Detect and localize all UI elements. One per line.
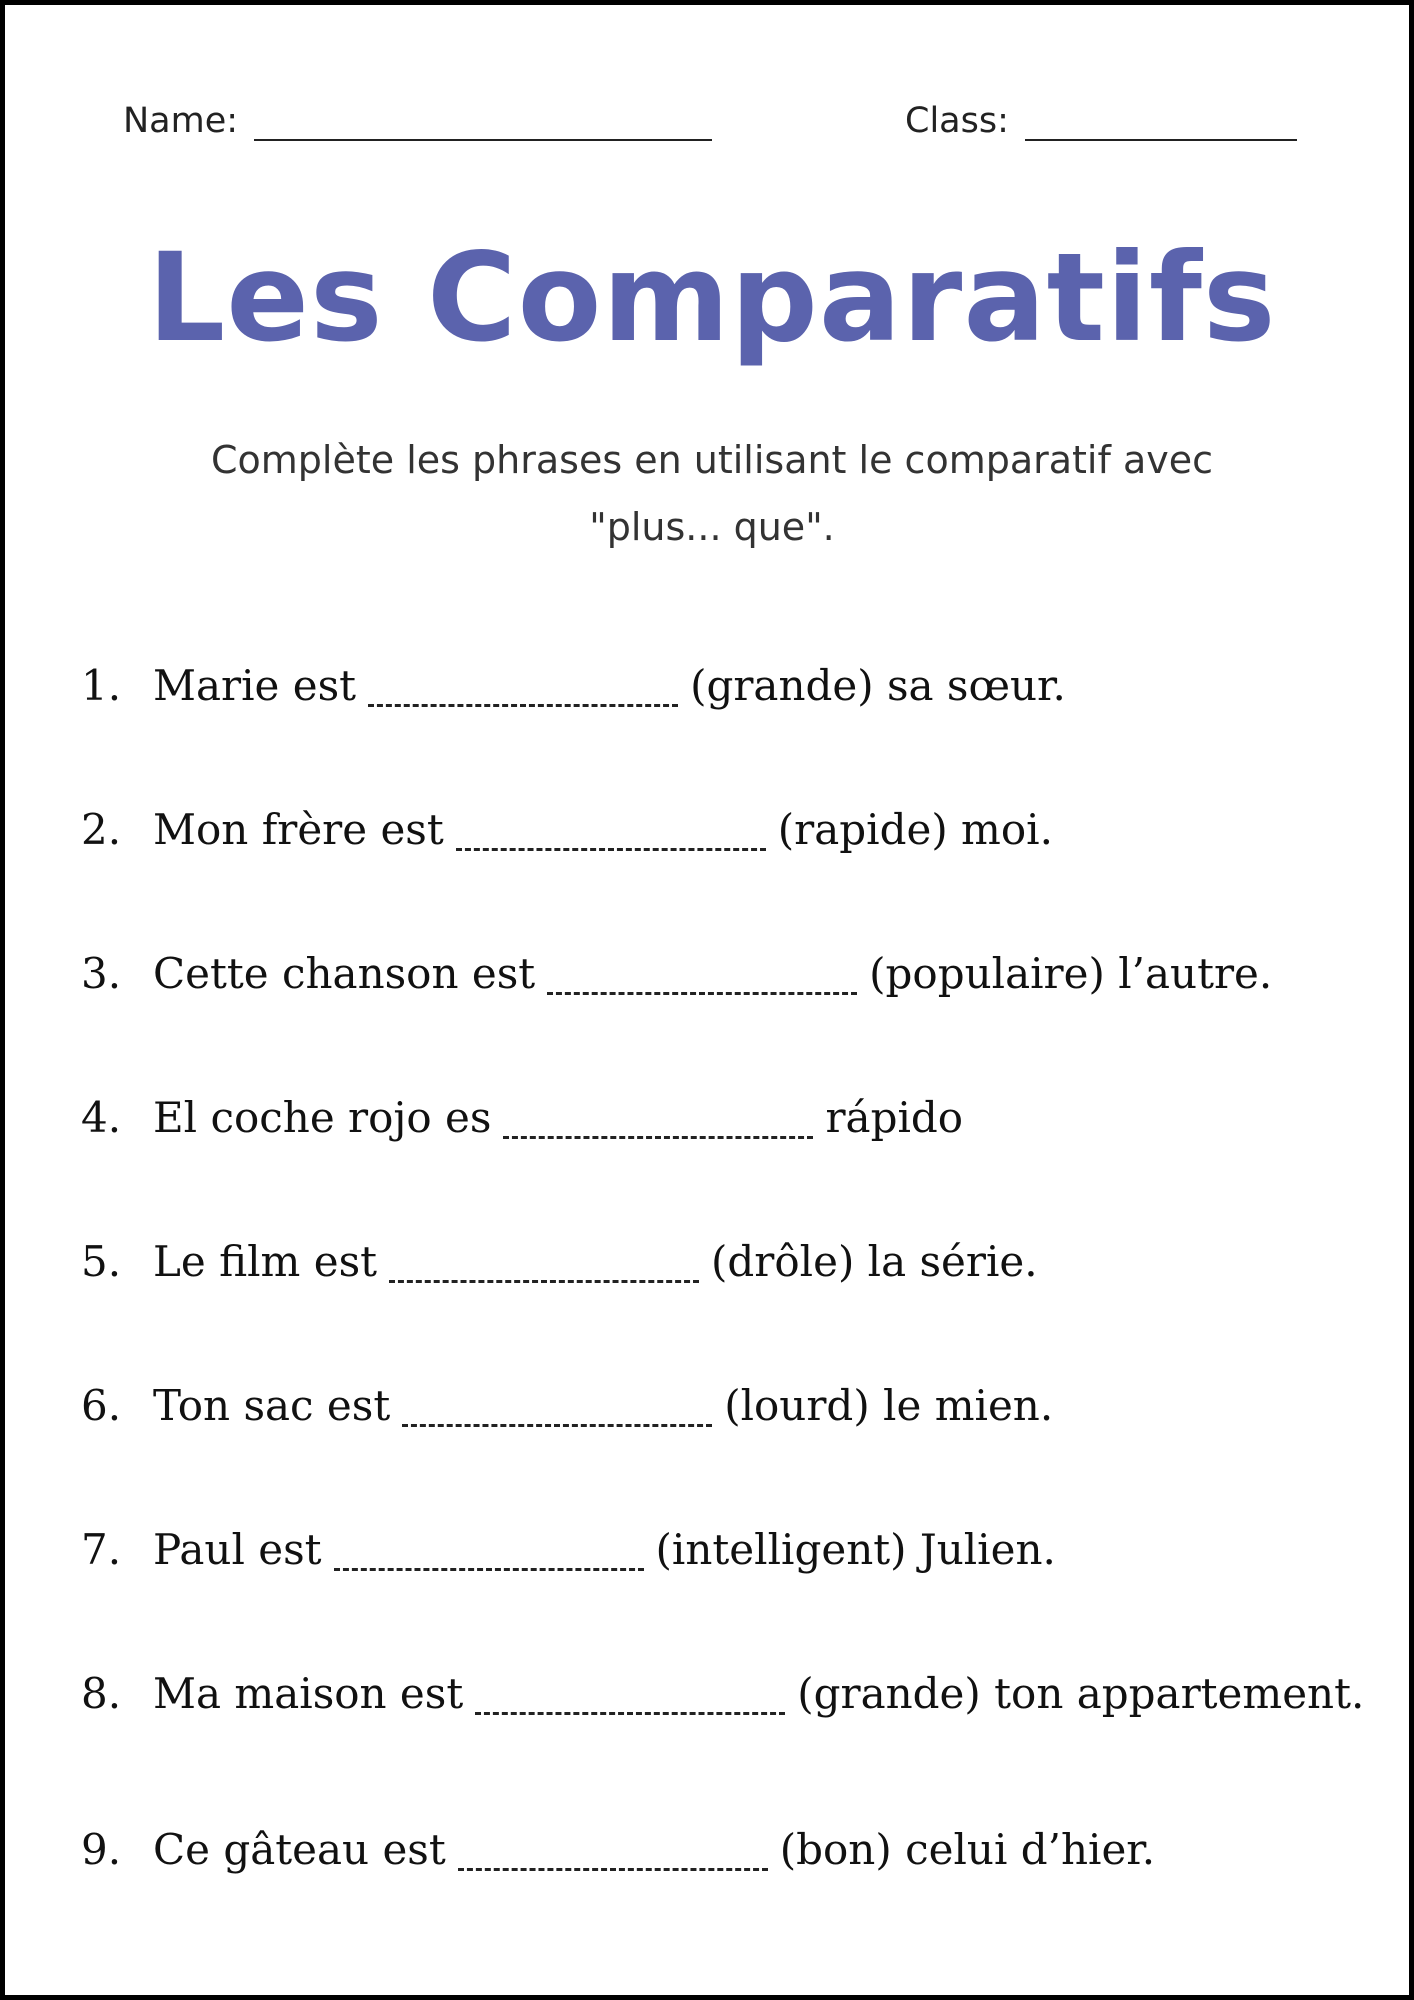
instruction-text: Complète les phrases en utilisant le comparatif avec "plus... que". xyxy=(211,438,1213,549)
exercise-text-after: rápido xyxy=(825,1092,964,1142)
exercise-item xyxy=(81,943,1371,1003)
exercise-item xyxy=(81,655,1371,715)
exercise-number: 2. xyxy=(81,804,122,854)
exercise-number: 9. xyxy=(81,1824,122,1874)
exercise-text-after: (intelligent) Julien. xyxy=(655,1524,1056,1574)
exercise-text-before: Paul est xyxy=(153,1524,322,1574)
exercise-number: 8. xyxy=(81,1668,122,1718)
exercise-text-after: (populaire) l’autre. xyxy=(869,948,1273,998)
name-blank-line[interactable] xyxy=(254,101,712,141)
exercise-item xyxy=(81,1663,1371,1723)
answer-blank[interactable] xyxy=(334,1540,644,1571)
class-blank-line[interactable] xyxy=(1025,101,1297,141)
exercise-text-before: El coche rojo es xyxy=(153,1092,492,1142)
exercise-item xyxy=(81,1519,1371,1579)
exercise-text-after: (bon) celui d’hier. xyxy=(779,1824,1156,1874)
exercise-number: 1. xyxy=(81,660,122,710)
exercise-number: 5. xyxy=(81,1236,122,1286)
exercise-text-after: (rapide) moi. xyxy=(777,804,1053,854)
name-label: Name: xyxy=(123,101,239,141)
exercise-text-before: Le film est xyxy=(153,1236,378,1286)
name-field xyxy=(123,91,712,141)
exercise-item xyxy=(81,1375,1371,1435)
answer-blank[interactable] xyxy=(389,1252,699,1283)
exercise-item xyxy=(81,1087,1371,1147)
exercise-text-before: Mon frère est xyxy=(153,804,444,854)
exercise-number: 7. xyxy=(81,1524,122,1574)
answer-blank[interactable] xyxy=(368,676,678,707)
exercise-number: 3. xyxy=(81,948,122,998)
class-field xyxy=(905,91,1297,141)
answer-blank[interactable] xyxy=(547,964,857,995)
exercise-number: 4. xyxy=(81,1092,122,1142)
exercise-text-after: (drôle) la série. xyxy=(711,1236,1038,1286)
answer-blank[interactable] xyxy=(503,1108,813,1139)
answer-blank[interactable] xyxy=(458,1840,768,1871)
exercise-text-after: (grande) ton appartement. xyxy=(797,1668,1365,1718)
exercise-number: 6. xyxy=(81,1380,122,1430)
answer-blank[interactable] xyxy=(475,1684,785,1715)
exercise-item xyxy=(81,1819,1371,1879)
exercise-text-before: Ma maison est xyxy=(153,1668,464,1718)
answer-blank[interactable] xyxy=(456,820,766,851)
exercise-text-after: (lourd) le mien. xyxy=(724,1380,1054,1430)
exercise-item xyxy=(81,1231,1371,1291)
worksheet-title: Les Comparatifs xyxy=(147,227,1277,369)
exercise-item xyxy=(81,799,1371,859)
exercise-text-before: Ce gâteau est xyxy=(153,1824,446,1874)
answer-blank[interactable] xyxy=(402,1396,712,1427)
exercise-text-before: Cette chanson est xyxy=(153,948,536,998)
exercise-text-before: Ton sac est xyxy=(153,1380,391,1430)
class-label: Class: xyxy=(905,101,1009,141)
exercise-text-after: (grande) sa sœur. xyxy=(690,660,1066,710)
exercise-text-before: Marie est xyxy=(153,660,357,710)
